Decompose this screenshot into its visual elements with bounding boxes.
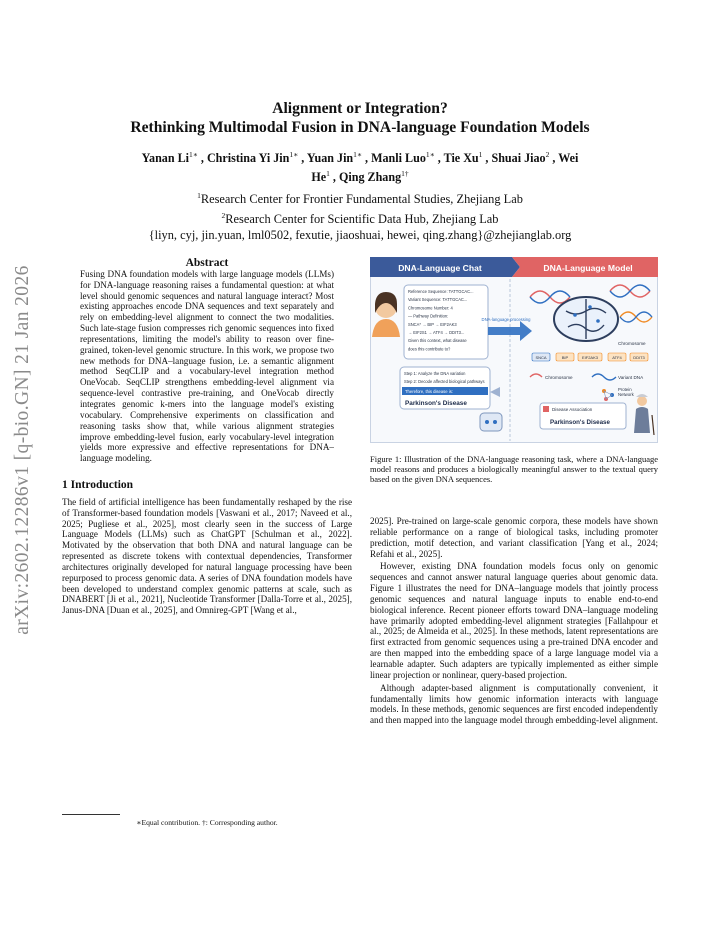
- author-name: He: [311, 170, 327, 185]
- author-list: [62, 147, 658, 185]
- answer-text: Parkinson's Disease: [405, 400, 467, 407]
- author-name: Yanan Li: [141, 151, 190, 166]
- arxiv-watermark: arXiv:2602.12286v1 [q-bio.GN] 21 Jan 2026: [12, 265, 33, 635]
- query-line: Given this context, what disease: [408, 338, 467, 344]
- right-paragraph-3: Although adapter-based alignment is computationally convenient, it fundamentally limits how genomic information interacts with language models. In these methods, genomic sequences are first encoded independently and then mapped into the language model through embedding-level alignment.: [370, 682, 658, 726]
- author-affiliation-mark: 1∗: [353, 150, 363, 159]
- author-name: Tie Xu: [443, 151, 479, 166]
- abstract-heading: Abstract: [185, 257, 229, 269]
- brain-network-icon: [554, 297, 618, 341]
- left-column: [62, 258, 352, 616]
- introduction-paragraph-1: The field of artificial intelligence has been fundamentally reshaped by the rise of Transformer-based foundation models [Vaswani et al., 2017; Naveed et al., 2025; Pugliese et al., 2025], most clearly seen in the success of Large Language Models (LLMs) such as ChatGPT [Schulman et al., 2022]. Motivated by the observation that both DNA and natural language can be represented as discrete tokens with contextual dependencies, Transformer architectures originally developed for natural language processing have been repurposed to process genomic data. A series of DNA foundation models have been developed to understand complex genomic patterns at scale, such as DNABERT [Ji et al., 2021], Nucleotide Transformer [Dalla-Torre et al., 2025], Janus-DNA [Duan et al., 2025], and Omnireg-GPT [Wang et al.,: [62, 496, 352, 616]
- emails: {liyn, cyj, jin.yuan, lml0502, fexutie, jiaoshuai, hewei, qing.zhang}@zhejianglab.org: [148, 228, 572, 243]
- author-name: Yuan Jin: [306, 151, 354, 166]
- pathway-node-label: SNCA: [535, 355, 547, 360]
- author-name: Shuai Jiao: [491, 151, 546, 166]
- author-name: Wei: [558, 151, 579, 166]
- pathway-node-label: ATF4: [612, 355, 622, 360]
- query-line: Variant Sequence: TATTGCAC...: [408, 297, 468, 303]
- author-line-2: He$^1$ , Qing Zhang$^{1\dagger}$: [311, 169, 409, 185]
- protein-network-label: Protein Network: [618, 387, 634, 397]
- query-line: — Pathway Definition:: [408, 313, 449, 319]
- paper-header: [62, 100, 658, 244]
- abstract-text: Fusing DNA foundation models with large language models (LLMs) for DNA-language reasoning raises a fundamental question: at what level should genomic sequences and natural language interact? Most existing approaches encode DNA sequences and text separately and rely on embedding-level alignment to connect the two modalities. Such late-stage fusion compresses rich genomic sequences into fixed representations, limiting the model's ability to reason over fine-grained, token-level genomic structure. In this work, we propose two new methods for DNA–language fusion, i.e. a semantic alignment method SeqCLIP and a vocabulary-level integration method OneVocab. SeqCLIP strengthens embedding-level alignment via sequence-level contrastive pre-training, and OneVocab directly integrates genomic k-mers into the language model's existing vocabulary. Comprehensive experiments on classification and reasoning tasks show that, while various alignment strategies improve embedding-level fusion, early vocabulary-level integration yields more expressive and effective representations for DNA–language modeling.: [80, 268, 334, 464]
- footnote: ∗Equal contribution. †: Corresponding author.: [136, 818, 278, 827]
- therefore-text: Therefore, this disease is:: [405, 389, 453, 394]
- author-line-1: Yanan $Li^{1∗}$ , Christina Yi Jin$^{1∗}$ , Yuan Jin$^{1∗}$ , Manli Luo$^{1∗}$ , Tie Xu$^1$ , Shuai Jiao$^2$ , Wei: [141, 150, 579, 166]
- affiliations: [62, 188, 658, 244]
- author-affiliation-mark: 1∗: [189, 150, 198, 159]
- affiliation-2: $^2$Research Center for Scientific Data Hub, Zhejiang Lab: [221, 210, 499, 226]
- footnote-rule: [62, 814, 120, 815]
- query-line: Chromosome Number: 4: [408, 305, 453, 311]
- svg-text:Chromosome: Chromosome: [545, 375, 573, 380]
- pathway-node-label: DDIT3: [633, 355, 645, 360]
- pathway-node-label: EIF2AK3: [581, 355, 599, 360]
- affiliation-1: $^1$Research Center for Frontier Fundamental Studies, Zhejiang Lab: [197, 191, 523, 207]
- right-paragraph-1: 2025]. Pre-trained on large-scale genomic corpora, these models have shown reliable performance on a range of biological tasks, including promoter prediction, motif detection, and variant classification [Yang et al., 2024; Refahi et al., 2025].: [370, 516, 658, 559]
- author-name: Christina Yi Jin: [206, 151, 290, 166]
- author-name: Manli Luo: [371, 151, 426, 166]
- author-affiliation-mark: 1∗: [289, 150, 299, 159]
- right-column: [370, 516, 658, 726]
- paper-title: Alignment or Integration? Rethinking Multimodal Fusion in DNA-language Foundation Models: [130, 100, 590, 136]
- query-line: does this contribute to?: [408, 346, 451, 352]
- author-affiliation-mark: 2: [545, 150, 550, 159]
- right-paragraph-2: However, existing DNA foundation models focus only on genomic sequences and cannot answer natural language queries about genomic data. Figure 1 illustrates the need for DNA–language models that jointly process genomic sequences and natural language inputs to enable end-to-end biological inference. Recent pioneer efforts toward DNA–language modeling have primarily adopted embedding-level alignment strategies [Fallahpour et al., 2025; de Almeida et al., 2025]. In these methods, latent representations are first extracted from genomic sequences using a pre-trained DNA encoder and are then mapped into the embedding space of a large language model via a learnable adapter. Such adapters are typically implemented as either simple linear projection or nonlinear, query-based projection.: [370, 561, 658, 680]
- disease-association-icon: [543, 406, 549, 412]
- introduction-heading: 1 Introduction: [62, 479, 134, 492]
- query-line: → EIF2S1 → ATF4 → DDIT3...: [408, 330, 465, 335]
- chromosome-label: Chromosome: [618, 341, 646, 346]
- step-1: Step 1: Analyze the DNA variation: [404, 371, 466, 376]
- author-affiliation-mark: 1: [478, 150, 483, 159]
- query-line: SNCA* → BIP → EIF2AK3: [408, 321, 457, 327]
- author-affiliation-mark: 1: [326, 169, 330, 179]
- disease-result: Parkinson's Disease: [550, 419, 610, 426]
- author-affiliation-mark: 1∗: [425, 150, 435, 159]
- figure-1-caption: Figure 1: Illustration of the DNA-language reasoning task, where a DNA-language model reasons and produces a biologically meaningful answer to the textual query based on the given DNA sequences.: [370, 454, 658, 484]
- robot-assistant-icon: [480, 413, 502, 431]
- author-name: Qing Zhang: [338, 170, 402, 185]
- pathway-node-label: BIP: [561, 355, 569, 360]
- svg-text:Variant DNA: Variant DNA: [618, 375, 644, 380]
- author-affiliation-mark: 1†: [401, 169, 409, 179]
- figure-header-right-text: DNA-Language Model: [543, 263, 633, 273]
- disease-association-label: Disease Association: [552, 407, 593, 412]
- step-2: Step 2: Decode affected biological pathways: [404, 379, 485, 384]
- figure-header-left-text: DNA-Language Chat: [398, 263, 482, 273]
- figure-1: [370, 257, 658, 443]
- svg-text:DNA-language processing: DNA-language processing: [481, 317, 531, 322]
- query-line: Reference Sequence: TATTGCAC...: [408, 289, 474, 294]
- pathway-chain: [532, 353, 648, 361]
